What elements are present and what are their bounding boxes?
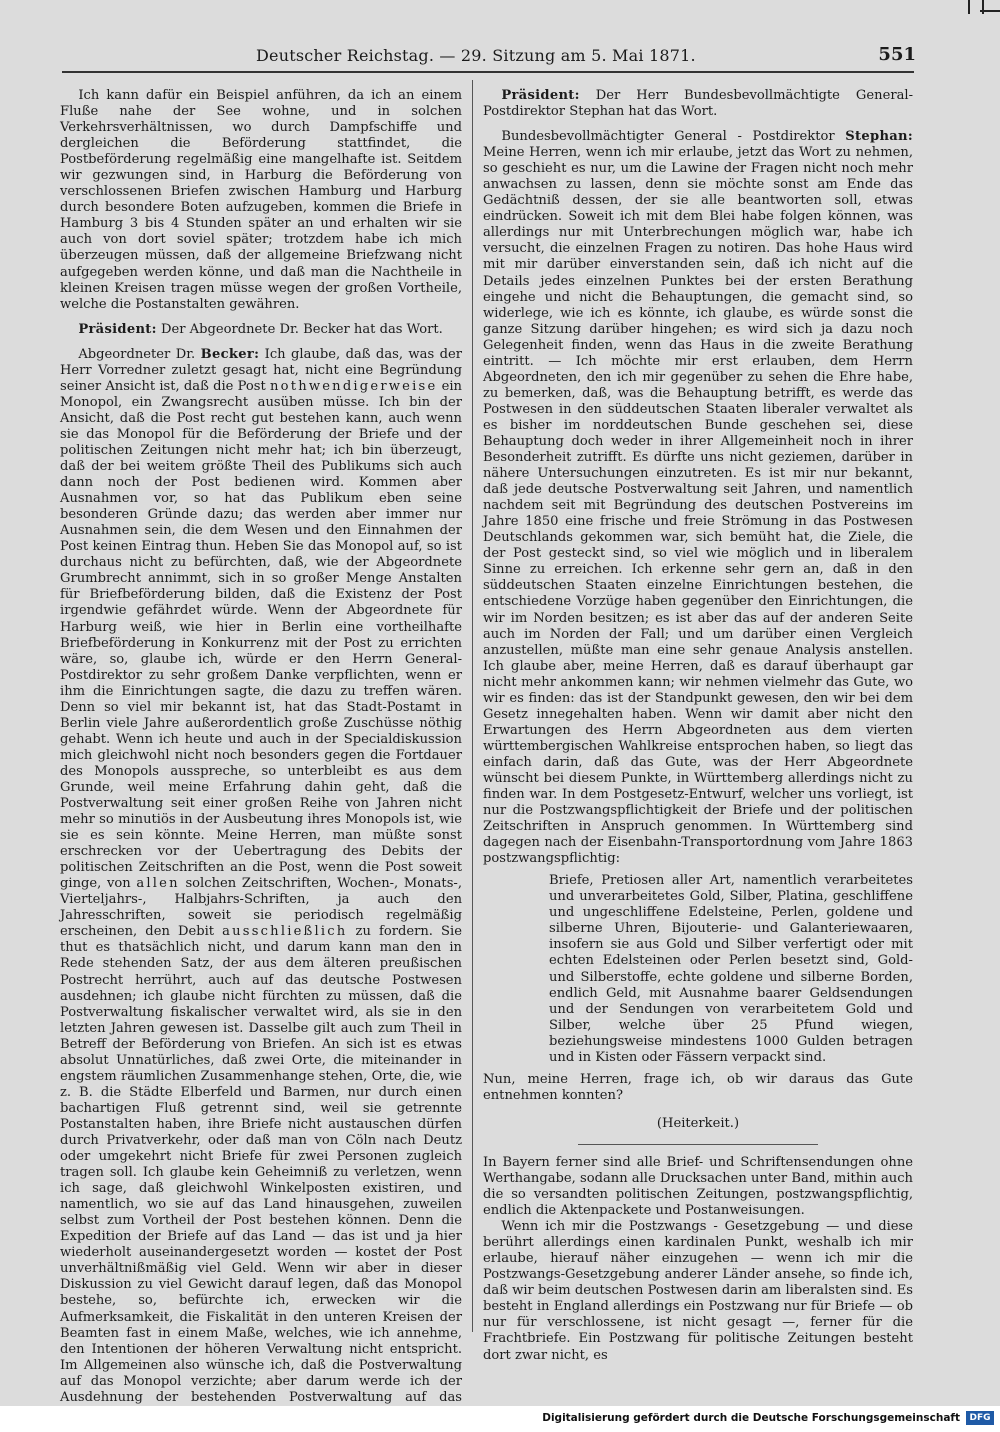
speaker-label: Präsident:: [501, 88, 580, 103]
emphasis-text: nothwendigerweise: [270, 378, 438, 394]
funding-credit: Digitalisierung gefördert durch die Deutsche Forschungsgemeinschaft: [542, 1412, 960, 1424]
emphasis-text: allen: [136, 876, 180, 892]
speaker-label: Präsident:: [78, 321, 157, 337]
crop-mark: [968, 0, 970, 14]
speaker-text: Der Abgeordnete Dr. Becker hat das Wort.: [160, 321, 443, 337]
page-number: 551: [878, 44, 916, 65]
paragraph: Wenn ich mir die Postzwangs - Gesetzgebung — und diese berührt allerdings einen kardinalen Punkt, weshalb ich mir erlaube, hierauf näher einzugehen — wenn ich mir die Postzwangs-Gesetzgebung anderer Länder ansehe, so finde ich, daß wir beim deutschen Postwesen darin am liberalsten sind. Es besteht in England allerdings ein Postzwang nur für Briefe — ob nur für verschlossene, ist nicht gesagt —, ferner für die Frachtbriefe. Ein Postzwang für politische Zeitungen besteht dort zwar nicht, es: [483, 1219, 913, 1363]
speech-paragraph: [60, 347, 462, 1422]
emphasis-text: ausschließlich: [222, 924, 348, 940]
footer-bar: [0, 1406, 1000, 1432]
paragraph: Nun, meine Herren, frage ich, ob wir daraus das Gute entnehmen konnten?: [483, 1071, 913, 1103]
speaker-intro: Abgeordneter Dr.: [78, 346, 196, 362]
speech-text: Meine Herren, wenn ich mir erlaube, jetzt das Wort zu nehmen, so geschieht es nur, um die Lawine der Fragen nicht noch mehr anwachsen zu lassen, denn sie möchte sonst am Ende das Gedächtniß dessen, der sie alle beantworten soll, etwas eindrücken. Soweit ich mit dem Blei habe folgen können, was allerdings nur mit Unterbrechungen möglich war, habe ich versucht, die einzelnen Fragen zu notiren. Das hohe Haus wird mit mir darüber einverstanden sein, daß ich nicht auf die Details jedes einzelnen Punktes bei der ersten Berathung eingehe und nicht die Behauptungen, die gemacht sind, so widerlege, wie ich es könnte, ich glaube, es würde sonst die ganze Sitzung darüber hingehen; es wird sich ja dazu noch Gelegenheit finden, wenn das Haus in die zweite Berathung eintritt. — Ich möchte mir erst erlauben, dem Herrn Abgeordneten, den ich mir gegenüber zu sehen die Ehre habe, zu bemerken, daß, was die Behauptung betrifft, es werde das Postwesen in den süddeutschen Staaten liberaler verwaltet als es bisher im norddeutschen Bunde geschehen sei, diese Behauptung doch weder in ihrer Allgemeinheit noch in ihrer Besonderheit zutrifft. Es dürfte uns nicht geziemen, darüber in nähere Untersuchungen einzutreten. Es ist mir nur bekannt, daß jede deutsche Postverwaltung seit Jahren, und namentlich nachdem seit mit Begründung des deutschen Postvereins im Jahre 1850 eine frische und freie Strömung in das Postwesen Deutschlands gekommen war, sich bemüht hat, die Ziele, die der Post gesteckt sind, so viel wie möglich und in liberalem Sinne zu erreichen. Ich erkenne sehr gern an, daß in den süddeutschen Staaten einzelne Einrichtungen bestehen, die entschiedene Vorzüge haben gegenüber den Einrichtungen, die wir im Norden besitzen; es ist aber das auf der anderen Seite auch im Norden der Fall; und um darüber einen Vergleich anzustellen, müßte man eine sehr genaue Analysis anstellen. Ich glaube aber, meine Herren, daß es darauf überhaupt gar nicht mehr ankommen kann; wir nehmen vielmehr das Gute, wo wir es finden: das ist der Standpunkt gewesen, den wir bei dem Gesetz innegehalten haben. Wenn wir damit aber nicht den Erwartungen des Herrn Abgeordneten aus dem vierten württembergischen Wahlkreise entsprochen haben, so liegt das einfach darin, daß das Gute, was der Herr Abgeordnete wünscht bei diesem Punkte, in Württemberg allerdings nicht zu finden war. In dem Postgesetz-Entwurf, welcher uns vorliegt, ist nur die Postzwangspflichtigkeit der Briefe und der politischen Zeitschriften in Anspruch genommen. In Württemberg sind dagegen nach der Eisenbahn-Transportordnung vom Jahre 1863 postzwangspflichtig:: [483, 145, 913, 867]
section-rule: [578, 1144, 818, 1145]
left-column: [60, 88, 462, 1422]
interjection: (Heiterkeit.): [656, 1115, 740, 1131]
right-column: [483, 88, 913, 1364]
header-rule: [62, 71, 914, 73]
running-title: Deutscher Reichstag. — 29. Sitzung am 5. Mai 1871.: [256, 46, 696, 65]
speaker-intro: Bundesbevollmächtigter General - Postdirektor: [501, 129, 835, 145]
speaker-text: Der Herr Bundesbevollmächtigte General-Postdirektor Stephan hat das Wort.: [483, 88, 913, 120]
speaker-paragraph: [483, 88, 913, 120]
speaker-name: Becker:: [200, 346, 260, 362]
paragraph: In Bayern ferner sind alle Brief- und Schriftensendungen ohne Werthangabe, sodann alle Drucksachen unter Band, mithin auch die so versandten politischen Zeitungen, postzwangspflichtig, endlich die Aktenpackete und Postanweisungen.: [483, 1154, 913, 1219]
crop-mark: [980, 10, 1000, 12]
paragraph: Ich kann dafür ein Beispiel anführen, da ich an einem Fluße nahe der See wohne, und in solchen Verkehrsverhältnissen, wo durch Dampfschiffe und dergleichen die Beförderung stattfindet, die Postbeförderung regelmäßig eine mangelhafte ist. Seitdem wir gezwungen sind, in Harburg die Beförderung von verschlossenen Briefen zwischen Hamburg und Harburg durch besondere Boten aufzugeben, kommen die Briefe in Hamburg 3 bis 4 Stunden später an und erhalten wir sie auch von dort soviel später; trotzdem habe ich mich überzeugen müssen, daß der allgemeine Briefzwang nicht aufgegeben werden könne, und daß man die Nachtheile in kleinen Kreisen tragen müsse wegen der großen Vortheile, welche die Postanstalten gewähren.: [60, 88, 462, 312]
page-header: [60, 44, 916, 70]
column-divider: [472, 80, 473, 1332]
speech-text: Ich glaube, daß das, was der Herr Vorredner zuletzt gesagt hat, nicht eine Begründung seiner Ansicht ist, daß die Post: [60, 346, 462, 394]
speech-text: ein Monopol, ein Zwangsrecht ausüben müsse. Ich bin der Ansicht, daß die Post recht gut bestehen kann, auch wenn sie das Monopol für die Beförderung der Briefe und der politischen Zeitungen nicht mehr hat; ich bin überzeugt, daß der bei weitem größte Theil des Publikums sich auch dann noch der Post bedienen wird. Kommen aber Ausnahmen vor, so hat das Publikum eben seine besonderen Gründe dazu; das werden aber immer nur Ausnahmen sein, die dem Wesen und den Einnahmen der Post keinen Eintrag thun. Heben Sie das Monopol auf, so ist durchaus nicht zu befürchten, daß, wie der Abgeordnete Grumbrecht annimmt, sich in so großer Menge Anstalten für Briefbeförderung bilden, daß die Existenz der Post irgendwie gefährdet würde. Wenn der Abgeordnete für Harburg weiß, wie hier in Berlin eine vortheilhafte Briefbeförderung in Konkurrenz mit der Post zu errichten wäre, so, glaube ich, würde er den Herrn General-Postdirektor zu sehr großem Danke verpflichten, wenn er ihm die Einrichtungen sagte, die dazu zu treffen wären. Denn so viel mir bekannt ist, hat das Stadt-Postamt in Berlin viele Jahre außerordentlich große Zuschüsse nöthig gehabt. Wenn ich heute und auch in der Specialdiskussion mich gleichwohl nicht noch besonders gegen die Fortdauer des Monopols ausspreche, so unterbleibt es aus dem Grunde, weil meine Erfahrung dahin geht, daß die Postverwaltung seit einer großen Reihe von Jahren nicht mehr so minutiös in der Ausbeutung ihres Monopols ist, wie sie es sein könnte. Meine Herren, man müßte sonst erschrecken vor der Uebertragung des Debits der politischen Zeitschriften an die Post, wenn die Post soweit ginge, von: [60, 378, 462, 892]
quoted-regulation: Briefe, Pretiosen aller Art, namentlich verarbeitetes und unverarbeitetes Gold, Silber, Platina, geschliffene und ungeschliffene Edelsteine, Perlen, goldene und silberne Uhren, Bijouterie- und Galanteriewaaren, insofern sie aus Gold und Silber verfertigt oder mit echten Edelsteinen oder Perlen besetzt sind, Gold- und Silberstoffe, echte goldene und silberne Borden, endlich Geld, mit Ausnahme baarer Geldsendungen und der Sendungen von verarbeitetem Gold und Silber, welche über 25 Pfund wiegen, beziehungsweise mindestens 1000 Gulden betragen und in Kisten oder Fässern verpackt sind.: [549, 873, 913, 1065]
speech-paragraph: [483, 129, 913, 867]
speaker-paragraph: [60, 322, 462, 338]
speech-text: zu fordern. Sie thut es thatsächlich nicht, und darum kann man den in Rede stehenden Satz, der aus dem älteren preußischen Postrecht herrührt, auch auf das deutsche Postwesen ausdehnen; ich glaube nicht fürchten zu müssen, daß die Postverwaltung fiskalischer verwaltet wird, als sie in den letzten Jahren gewesen ist. Dasselbe gilt auch zum Theil in Betreff der Beförderung von Briefen. An sich ist es etwas absolut Unnatürliches, daß zwei Orte, die miteinander in engstem räumlichen Zusammenhange stehen, Orte, die, wie z. B. die Städte Elberfeld und Barmen, nur durch einen bachartigen Fluß getrennt sind, weil sie getrennte Postanstalten haben, ihre Briefe nicht austauschen dürfen durch Privatverkehr, oder daß man von Cöln nach Deutz oder umgekehrt nicht Briefe für zwei Personen zugleich tragen soll. Ich glaube kein Geheimniß zu verletzen, wenn ich sage, daß gleichwohl Winkelposten existiren, und namentlich, wo sie auf das Land hinausgehen, zuweilen selbst zum Vortheil der Post bestehen können. Denn die Expedition der Briefe auf das Land — das ist und ja hier wiederholt auseinandergesetzt worden — kostet der Post unverhältnißmäßig viel Geld. Wenn wir aber in dieser Diskussion zu viel Gewicht darauf legen, daß das Monopol bestehe, so, befürchte ich, erwecken wir die Aufmerksamkeit, die Fiskalität in den unteren Kreisen der Beamten fast in einem Maße, welches, wie ich annehme, den Intentionen der höheren Verwaltung nicht entspricht. Im Allgemeinen also wünsche ich, daß die Postverwaltung auf das Monopol verzichte; aber darum werde ich der Ausdehnung der bestehenden Postverwaltung auf das: [60, 924, 462, 1405]
dfg-logo: DFG: [966, 1411, 994, 1425]
speech-text: solchen Zeitschriften, Wochen-, Monats-, Vierteljahrs-, Halbjahrs-Schriften, ja auch den Jahresschriften, soweit sie periodisch regelmäßig erscheinen, den Debit: [60, 876, 462, 940]
speaker-name: Stephan:: [845, 129, 914, 145]
